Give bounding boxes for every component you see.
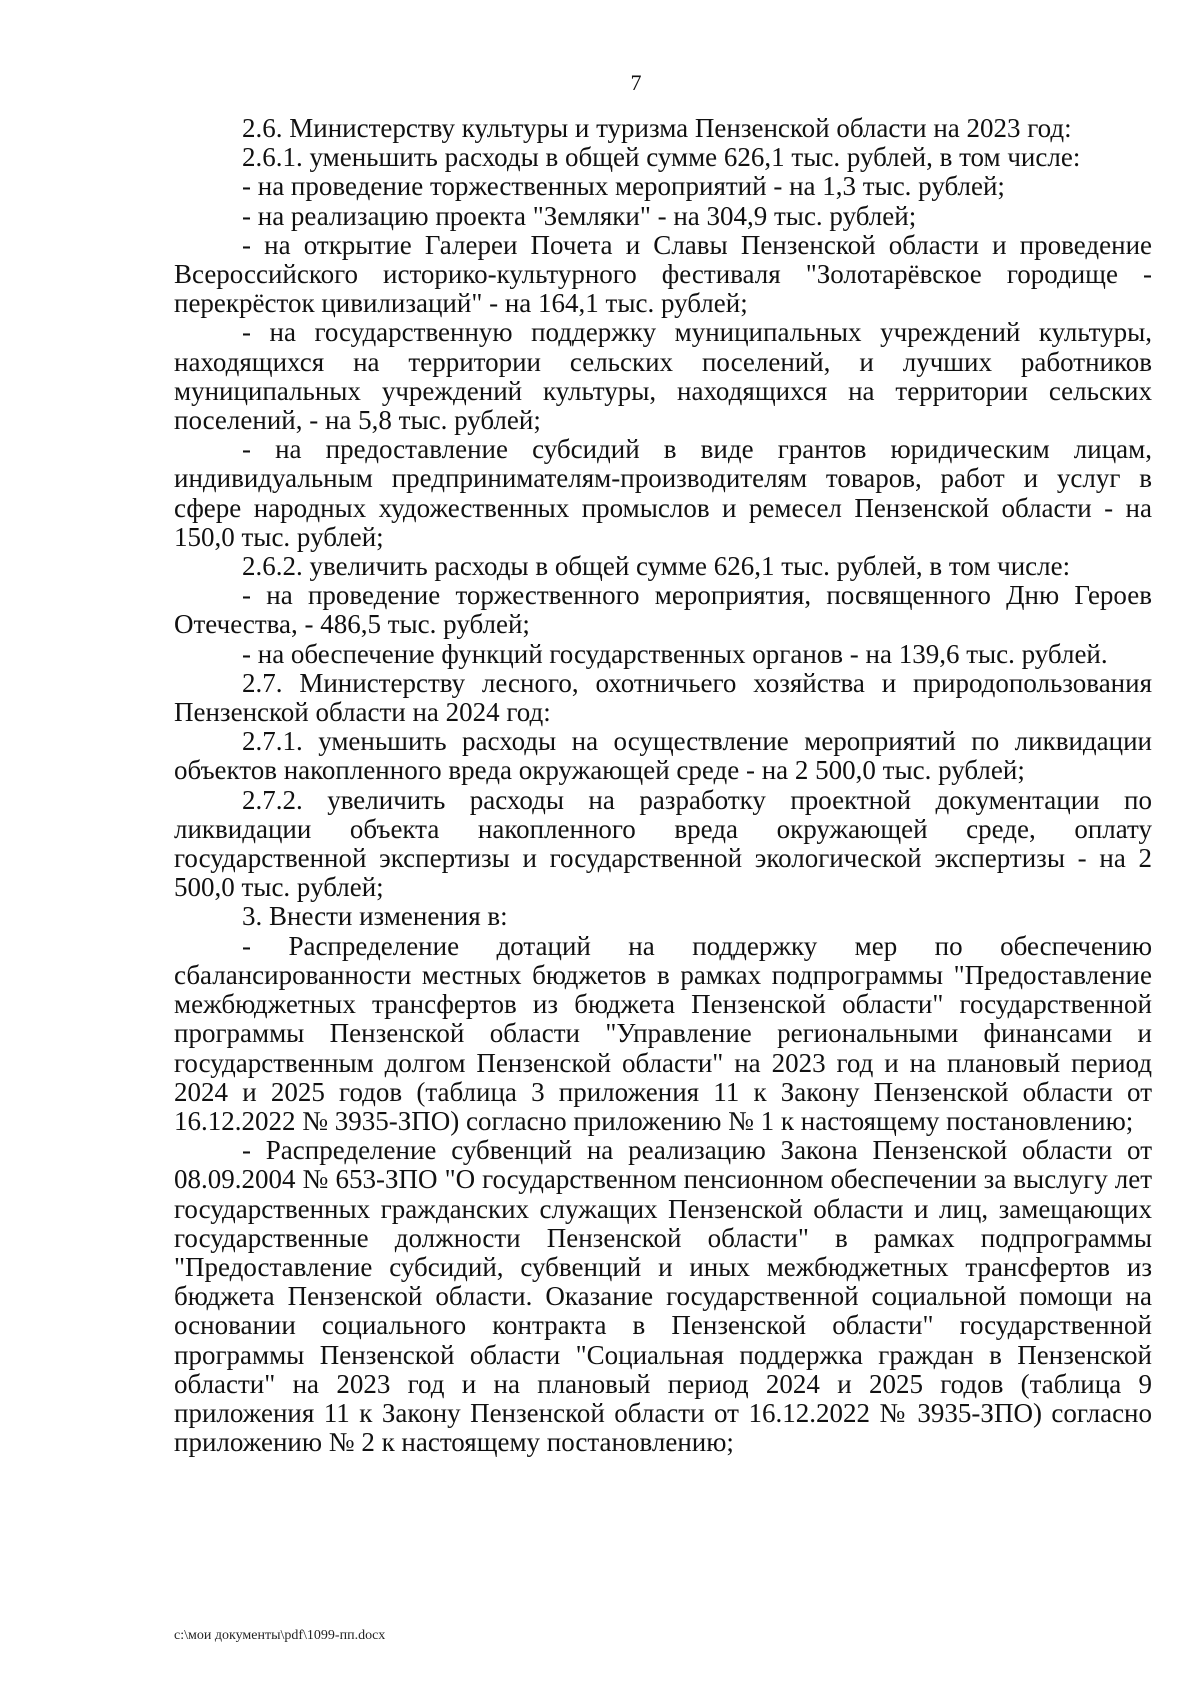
page-number: 7 (630, 70, 642, 95)
list-item: - на проведение торжественных мероприятий - на 1,3 тыс. рублей; (242, 171, 1005, 202)
paragraph-2-7-1: 2.7.1. уменьшить расходы на осуществление мероприятий по ликвидации объектов накопленного вреда окружающей среде - на 2 500,0 тыс. рублей; (174, 726, 1152, 786)
document-body (174, 114, 1152, 1457)
paragraph-2-7-2: 2.7.2. увеличить расходы на разработку проектной документации по ликвидации объекта накопленного вреда окружающей среде, оплату государственной экспертизы и государственной экологической экспертизы - на 2 500,0 тыс. рублей; (174, 784, 1152, 903)
list-item: - на открытие Галереи Почета и Славы Пензенской области и проведение Всероссийского историко-культурного фестиваля "Золотарёвское городище - перекрёсток цивилизаций" - на 164,1 тыс. рублей; (174, 229, 1152, 319)
list-item: - Распределение дотаций на поддержку мер по обеспечению сбалансированности местных бюджетов в рамках подпрограммы "Предоставление межбюджетных трансфертов из бюджета Пензенской области" государственной программы Пензенской области "Управление региональными финансами и государственным долгом Пензенской области" на 2023 год и на плановый период 2024 и 2025 годов (таблица 3 приложения 11 к Закону Пензенской области от 16.12.2022 № 3935-ЗПО) согласно приложению № 1 к настоящему постановлению; (174, 930, 1152, 1136)
list-item: - на проведение торжественного мероприятия, посвященного Дню Героев Отечества, - 486,5 тыс. рублей; (174, 580, 1152, 640)
list-item: - на реализацию проекта "Земляки" - на 304,9 тыс. рублей; (242, 200, 917, 231)
list-item: - Распределение субвенций на реализацию Закона Пензенской области от 08.09.2004 № 653-ЗПО "О государственном пенсионном обеспечении за выслугу лет государственных гражданских служащих Пензенской области и лиц, замещающих государственные должности Пензенской области" в рамках подпрограммы "Предоставление субсидий, субвенций и иных межбюджетных трансфертов из бюджета Пензенской области. Оказание государственной социальной помощи на основании социального контракта в Пензенской области" государственной программы Пензенской области "Социальная поддержка граждан в Пензенской области" на 2023 год и на плановый период 2024 и 2025 годов (таблица 9 приложения 11 к Закону Пензенской области от 16.12.2022 № 3935-ЗПО) согласно приложению № 2 к настоящему постановлению; (174, 1135, 1152, 1458)
paragraph-2-6-1: 2.6.1. уменьшить расходы в общей сумме 626,1 тыс. рублей, в том числе: (242, 142, 1081, 173)
paragraph-3: 3. Внести изменения в: (242, 901, 508, 932)
list-item: - на предоставление субсидий в виде грантов юридическим лицам, индивидуальным предпринимателям-производителям товаров, работ и услуг в сфере народных художественных промыслов и ремесел Пензенской области - на 150,0 тыс. рублей; (174, 434, 1152, 552)
paragraph-2-6-2: 2.6.2. увеличить расходы в общей сумме 626,1 тыс. рублей, в том числе: (242, 551, 1071, 582)
list-item: - на обеспечение функций государственных органов - на 139,6 тыс. рублей. (242, 638, 1108, 669)
paragraph-2-6: 2.6. Министерству культуры и туризма Пензенской области на 2023 год: (242, 113, 1072, 143)
paragraph-2-7: 2.7. Министерству лесного, охотничьего хозяйства и природопользования Пензенской области на 2024 год: (174, 667, 1152, 728)
list-item: - на государственную поддержку муниципальных учреждений культуры, находящихся на территории сельских поселений, и лучших работников муниципальных учреждений культуры, находящихся на территории сельских поселений, - на 5,8 тыс. рублей; (174, 317, 1152, 436)
footer-file-path: c:\мои документы\pdf\1099-пп.docx (174, 1628, 386, 1643)
